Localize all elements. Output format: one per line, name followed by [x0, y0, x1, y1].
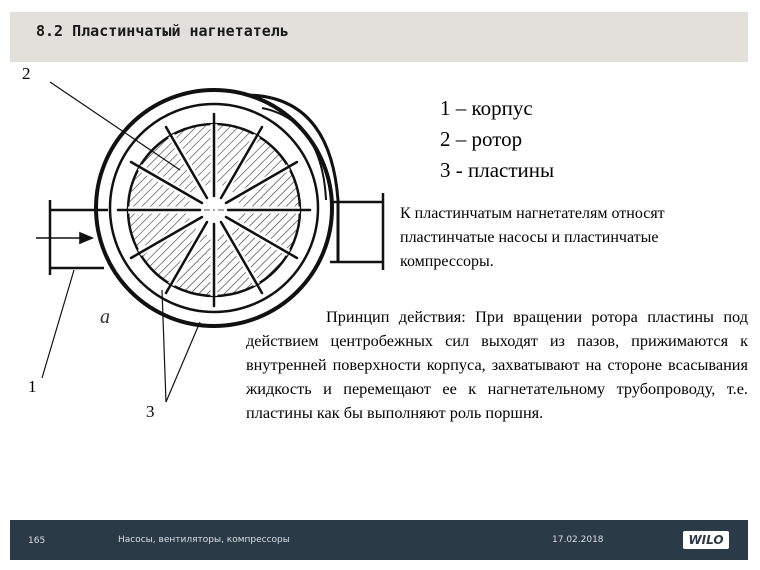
callout-2: 2 — [22, 64, 31, 83]
callout-3: 3 — [146, 402, 155, 421]
legend-item-casing: 1 – корпус — [440, 96, 533, 120]
callout-1: 1 — [28, 377, 37, 396]
principle-paragraph: Принцип действия: При вращении ротора пластины под действием центробежных сил выходят из пазов, прижимаются к внутренней поверхности корпуса, захватывают на стороне всасывания жидкость и перемещают ее к нагнетательному трубопроводу, т.е. пластины как бы выполняют роль поршня. — [246, 307, 748, 422]
page-number: 165 — [28, 536, 46, 546]
footer-caption: Насосы, вентиляторы, компрессоры — [118, 535, 290, 545]
wilo-logo — [683, 531, 729, 549]
legend-item-rotor: 2 – ротор — [440, 127, 523, 151]
label-a: a — [100, 306, 110, 328]
flow-arrow — [36, 233, 92, 243]
intro-paragraph: К пластинчатым нагнетателям относят пластинчатые насосы и пластинчатые компрессоры. — [400, 205, 665, 270]
wilo-logo-text: WILO — [688, 533, 724, 547]
legend — [440, 93, 554, 186]
footer-date: 17.02.2018 — [552, 535, 604, 545]
legend-item-vanes: 3 - пластины — [440, 158, 555, 182]
slide-title: 8.2 Пластинчатый нагнетатель — [36, 22, 289, 40]
